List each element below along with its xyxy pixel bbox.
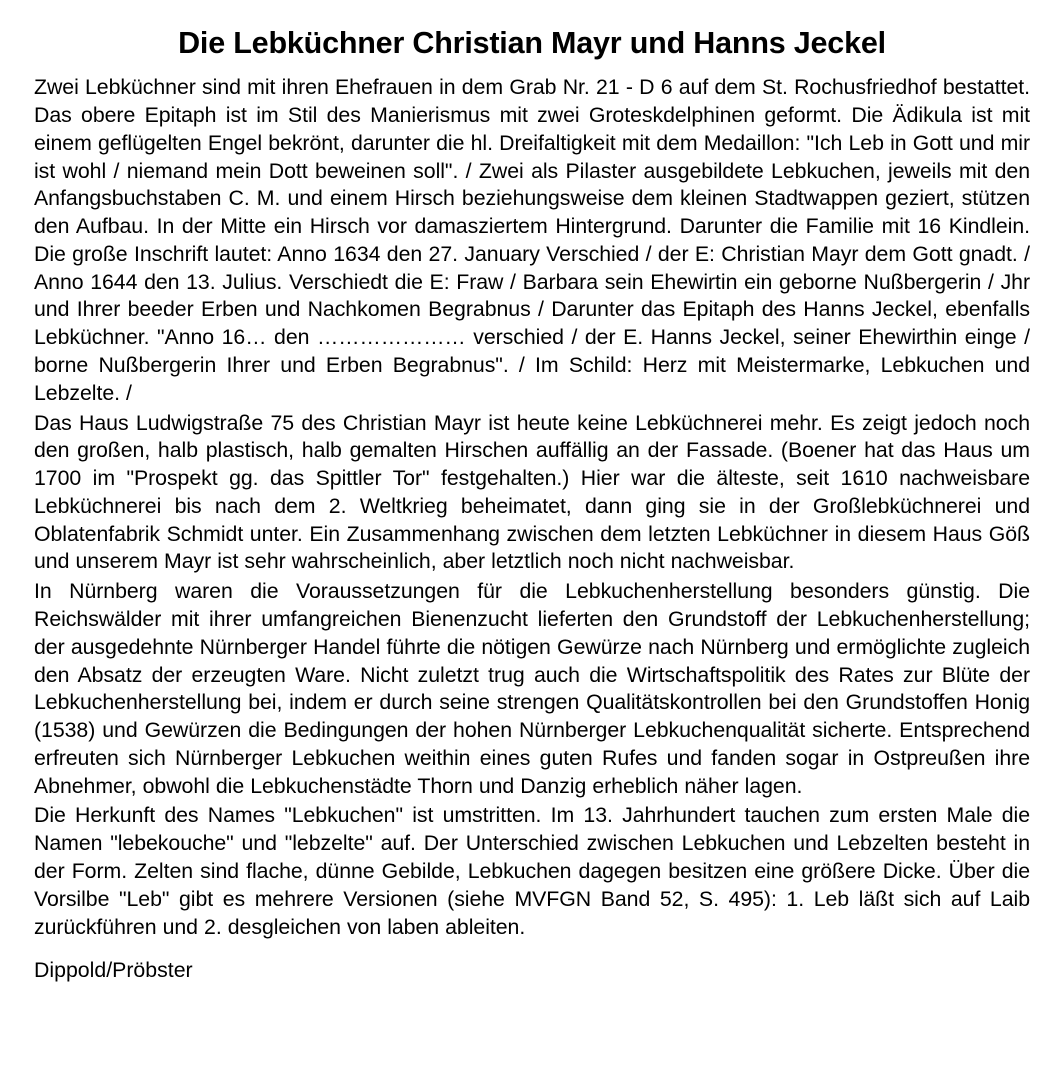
- paragraph: Zwei Lebküchner sind mit ihren Ehefrauen in dem Grab Nr. 21 - D 6 auf dem St. Rochusfriedhof bestattet. Das obere Epitaph ist im Stil des Manierismus mit zwei Groteskdelphinen geformt. Die Ädikula ist mit einem geflügelten Engel bekrönt, darunter die hl. Dreifaltigkeit mit dem Medaillon: "Ich Leb in Gott und mir ist wohl / niemand mein Dott beweinen soll". / Zwei als Pilaster ausgebildete Lebkuchen, jeweils mit den Anfangsbuchstaben C. M. und einem Hirsch beziehungsweise dem kleinen Stadtwappen geziert, stützen den Aufbau. In der Mitte ein Hirsch vor damasziertem Hintergrund. Darunter die Familie mit 16 Kindlein. Die große Inschrift lautet: Anno 1634 den 27. January Verschied / der E: Christian Mayr dem Gott gnadt. / Anno 1644 den 13. Julius. Verschiedt die E: Fraw / Barbara sein Ehewirtin ein geborne Nußbergerin / Jhr und Ihrer beeder Erben und Nachkomen Begrabnus / Darunter das Epitaph des Hanns Jeckel, ebenfalls Lebküchner. "Anno 16… den ………………… verschied / der E. Hanns Jeckel, seiner Ehewirthin einge / borne Nußbergerin Ihrer und Erben Begrabnus". / Im Schild: Herz mit Meistermarke, Lebkuchen und Lebzelte. /: [34, 75, 1030, 405]
- paragraph: In Nürnberg waren die Voraussetzungen für die Lebkuchenherstellung besonders günstig. Die Reichswälder mit ihrer umfangreichen Bienenzucht lieferten den Grundstoff der Lebkuchenherstellung; der ausgedehnte Nürnberger Handel führte die nötigen Gewürze nach Nürnberg und ermöglichte zugleich den Absatz der erzeugten Ware. Nicht zuletzt trug auch die Wirtschaftspolitik des Rates zur Blüte der Lebkuchenherstellung bei, indem er durch seine strengen Qualitätskontrollen bei den Grundstoffen Honig (1538) und Gewürzen die Bedingungen der hohen Nürnberger Lebkuchenqualität sicherte. Entsprechend erfreuten sich Nürnberger Lebkuchen weithin eines guten Rufes und fanden sogar in Ostpreußen ihre Abnehmer, obwohl die Lebkuchenstädte Thorn und Danzig erheblich näher lagen.: [34, 579, 1030, 798]
- paragraph: Die Herkunft des Names "Lebkuchen" ist umstritten. Im 13. Jahrhundert tauchen zum ersten Male die Namen "lebekouche" und "lebzelte" auf. Der Unterschied zwischen Lebkuchen und Lebzelten besteht in der Form. Zelten sind flache, dünne Gebilde, Lebkuchen dagegen besitzen eine größere Dicke. Über die Vorsilbe "Leb" gibt es mehrere Versionen (siehe MVFGN Band 52, S. 495): 1. Leb läßt sich auf Laib zurückführen und 2. desgleichen von laben ableiten.: [34, 803, 1030, 939]
- page-title: Die Lebküchner Christian Mayr und Hanns Jeckel: [178, 26, 886, 60]
- document-body: [34, 74, 1030, 941]
- author-signature: Dippold/Pröbster: [34, 958, 193, 983]
- paragraph: Das Haus Ludwigstraße 75 des Christian Mayr ist heute keine Lebküchnerei mehr. Es zeigt jedoch noch den großen, halb plastisch, halb gemalten Hirschen auffällig an der Fassade. (Boener hat das Haus um 1700 im "Prospekt gg. das Spittler Tor" festgehalten.) Hier war die älteste, seit 1610 nachweisbare Lebküchnerei bis nach dem 2. Weltkrieg beheimatet, dann ging sie in der Großlebküchnerei und Oblatenfabrik Schmidt unter. Ein Zusammenhang zwischen dem letzten Lebküchner in diesem Haus Göß und unserem Mayr ist sehr wahrscheinlich, aber letztlich noch nicht nachweisbar.: [34, 410, 1030, 574]
